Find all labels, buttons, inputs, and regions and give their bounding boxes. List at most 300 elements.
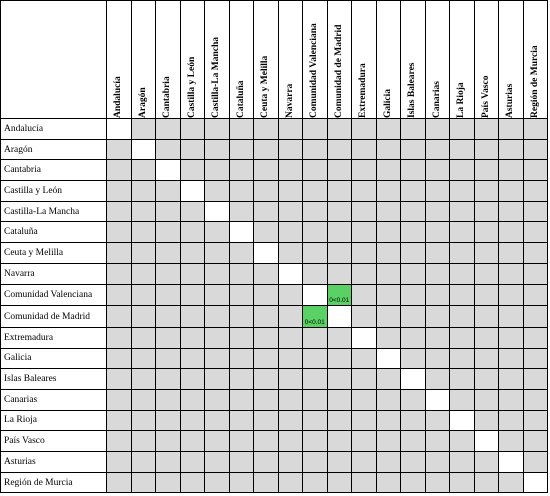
row-header-label: Comunidad de Madrid (1, 306, 107, 328)
matrix-cell (107, 369, 132, 390)
column-header-comunidad-valenciana (303, 1, 328, 119)
matrix-cell (499, 327, 524, 348)
matrix-cell (401, 201, 426, 222)
column-header-cataluna (229, 1, 254, 119)
matrix-cell (107, 263, 132, 284)
matrix-cell (425, 452, 450, 473)
matrix-cell (499, 369, 524, 390)
matrix-cell (254, 139, 279, 160)
matrix-cell (474, 201, 499, 222)
matrix-cell (352, 284, 377, 306)
matrix-cell (254, 201, 279, 222)
matrix-cell (401, 306, 426, 328)
column-header-la-rioja (450, 1, 475, 119)
matrix-cell (303, 119, 328, 140)
matrix-cell (450, 369, 475, 390)
matrix-cell (205, 306, 230, 328)
matrix-cell (107, 222, 132, 243)
row-header-label: Castilla-La Mancha (1, 201, 107, 222)
matrix-cell (474, 284, 499, 306)
matrix-cell (401, 263, 426, 284)
matrix-cell (180, 306, 205, 328)
matrix-cell (180, 327, 205, 348)
matrix-cell (474, 243, 499, 264)
matrix-cell (303, 431, 328, 452)
matrix-cell (327, 119, 352, 140)
column-header-label: Galicia (382, 88, 393, 118)
matrix-cell (278, 139, 303, 160)
matrix-cell (450, 119, 475, 140)
matrix-row-castilla-la-mancha (1, 201, 548, 222)
column-header-label: Extremadura (358, 63, 369, 118)
matrix-cell (376, 410, 401, 431)
matrix-cell (156, 243, 181, 264)
matrix-cell (131, 348, 156, 369)
matrix-cell (303, 389, 328, 410)
matrix-row-canarias (1, 389, 548, 410)
matrix-cell (131, 306, 156, 328)
matrix-cell (107, 431, 132, 452)
matrix-cell (278, 472, 303, 493)
matrix-cell (425, 222, 450, 243)
matrix-cell (254, 284, 279, 306)
matrix-cell (180, 201, 205, 222)
matrix-cell (352, 472, 377, 493)
matrix-cell (474, 222, 499, 243)
corner-cell (1, 1, 107, 119)
matrix-cell (156, 327, 181, 348)
matrix-cell (205, 181, 230, 202)
column-header-castilla-y-leon (180, 1, 205, 119)
matrix-cell (327, 243, 352, 264)
matrix-cell (205, 243, 230, 264)
matrix-cell (156, 431, 181, 452)
matrix-cell (352, 263, 377, 284)
matrix-cell (229, 263, 254, 284)
matrix-cell (205, 452, 230, 473)
matrix-cell (205, 431, 230, 452)
matrix-cell (401, 452, 426, 473)
matrix-cell (450, 160, 475, 181)
matrix-cell (156, 139, 181, 160)
matrix-cell (278, 119, 303, 140)
matrix-cell (352, 181, 377, 202)
matrix-cell (376, 327, 401, 348)
matrix-cell (352, 348, 377, 369)
matrix-cell (425, 263, 450, 284)
matrix-cell (229, 472, 254, 493)
matrix-cell (499, 243, 524, 264)
matrix-cell (180, 369, 205, 390)
row-header-label: Canarias (1, 389, 107, 410)
matrix-row-comunidad-de-madrid (1, 306, 548, 328)
column-header-row (1, 1, 548, 119)
matrix-cell (131, 327, 156, 348)
column-header-label: Castilla-La Mancha (211, 36, 222, 118)
matrix-cell (523, 181, 548, 202)
matrix-row-pais-vasco (1, 431, 548, 452)
row-header-label: Ceuta y Melilla (1, 243, 107, 264)
diagonal-cell (303, 284, 328, 306)
matrix-cell (352, 431, 377, 452)
column-header-aragon (131, 1, 156, 119)
matrix-cell (327, 431, 352, 452)
matrix-cell (327, 327, 352, 348)
matrix-cell (156, 222, 181, 243)
row-header-label: Galicia (1, 348, 107, 369)
matrix-cell (401, 119, 426, 140)
matrix-cell (523, 263, 548, 284)
matrix-cell (499, 181, 524, 202)
column-header-andalucia (107, 1, 132, 119)
matrix-cell (278, 284, 303, 306)
matrix-cell (474, 160, 499, 181)
matrix-cell (425, 410, 450, 431)
matrix-cell (156, 284, 181, 306)
matrix-cell (425, 348, 450, 369)
column-header-label: Cantabria (162, 76, 173, 118)
matrix-cell (131, 284, 156, 306)
matrix-cell (352, 201, 377, 222)
column-header-label: Aragón (137, 87, 148, 118)
matrix-cell (131, 452, 156, 473)
diagonal-cell (107, 119, 132, 140)
matrix-cell (425, 327, 450, 348)
matrix-row-castilla-y-leon (1, 181, 548, 202)
column-header-cantabria (156, 1, 181, 119)
matrix-cell (131, 119, 156, 140)
matrix-cell (303, 410, 328, 431)
matrix-cell (180, 472, 205, 493)
matrix-cell (303, 327, 328, 348)
matrix-cell (131, 243, 156, 264)
matrix-cell (205, 389, 230, 410)
diagonal-cell (376, 348, 401, 369)
matrix-cell (523, 369, 548, 390)
matrix-cell (229, 431, 254, 452)
matrix-cell (278, 327, 303, 348)
matrix-cell (303, 472, 328, 493)
matrix-cell (474, 348, 499, 369)
matrix-cell (352, 119, 377, 140)
matrix-cell (180, 389, 205, 410)
matrix-cell (425, 119, 450, 140)
matrix-cell (156, 201, 181, 222)
matrix-cell (499, 284, 524, 306)
matrix-cell (425, 243, 450, 264)
matrix-cell (499, 263, 524, 284)
row-header-label: Región de Murcia (1, 472, 107, 493)
matrix-cell (352, 452, 377, 473)
row-header-label: Andalucía (1, 119, 107, 140)
matrix-cell (352, 160, 377, 181)
matrix-cell (156, 472, 181, 493)
matrix-row-andalucia (1, 119, 548, 140)
matrix-row-asturias (1, 452, 548, 473)
matrix-cell (352, 410, 377, 431)
matrix-cell (254, 452, 279, 473)
matrix-cell (425, 139, 450, 160)
matrix-cell (278, 160, 303, 181)
matrix-cell (450, 389, 475, 410)
matrix-cell (450, 348, 475, 369)
matrix-cell (156, 181, 181, 202)
matrix-cell (303, 452, 328, 473)
matrix-cell (450, 306, 475, 328)
significant-cell: 0<0.01 (303, 306, 328, 328)
matrix-cell (327, 472, 352, 493)
matrix-cell (278, 222, 303, 243)
matrix-cell (376, 119, 401, 140)
column-header-pais-vasco (474, 1, 499, 119)
matrix-cell (131, 431, 156, 452)
matrix-cell (327, 139, 352, 160)
row-header-label: La Rioja (1, 410, 107, 431)
matrix-row-aragon (1, 139, 548, 160)
diagonal-cell (156, 160, 181, 181)
matrix-cell (131, 160, 156, 181)
matrix-cell (278, 369, 303, 390)
matrix-cell (205, 410, 230, 431)
matrix-cell (156, 306, 181, 328)
row-header-label: Castilla y León (1, 181, 107, 202)
matrix-cell (229, 243, 254, 264)
matrix-cell (131, 472, 156, 493)
diagonal-cell (499, 452, 524, 473)
diagonal-cell (450, 410, 475, 431)
matrix-cell (303, 160, 328, 181)
diagonal-cell (131, 139, 156, 160)
matrix-cell (180, 119, 205, 140)
matrix-cell (474, 306, 499, 328)
matrix-cell (523, 284, 548, 306)
matrix-cell (131, 410, 156, 431)
matrix-body (1, 119, 548, 493)
column-header-ceuta-y-melilla (254, 1, 279, 119)
matrix-cell (254, 119, 279, 140)
matrix-cell (180, 431, 205, 452)
matrix-cell (450, 243, 475, 264)
matrix-cell (401, 472, 426, 493)
matrix-cell (401, 327, 426, 348)
matrix-cell (352, 306, 377, 328)
matrix-cell (376, 284, 401, 306)
matrix-row-cantabria (1, 160, 548, 181)
matrix-cell (205, 472, 230, 493)
matrix-cell (254, 222, 279, 243)
matrix-cell (107, 139, 132, 160)
matrix-cell (327, 263, 352, 284)
matrix-cell (474, 139, 499, 160)
row-header-label: Cataluña (1, 222, 107, 243)
matrix-cell (474, 472, 499, 493)
matrix-cell (327, 348, 352, 369)
matrix-cell (107, 327, 132, 348)
matrix-cell (229, 119, 254, 140)
matrix-cell (401, 348, 426, 369)
matrix-cell (450, 327, 475, 348)
matrix-cell (523, 431, 548, 452)
matrix-cell (205, 222, 230, 243)
matrix-cell (450, 284, 475, 306)
matrix-cell (180, 410, 205, 431)
diagonal-cell (180, 181, 205, 202)
matrix-cell (327, 181, 352, 202)
matrix-cell (156, 263, 181, 284)
matrix-cell (523, 119, 548, 140)
matrix-cell (156, 119, 181, 140)
row-header-label: País Vasco (1, 431, 107, 452)
matrix-cell (303, 222, 328, 243)
matrix-cell (180, 160, 205, 181)
matrix-cell (180, 263, 205, 284)
matrix-cell (425, 472, 450, 493)
matrix-cell (425, 431, 450, 452)
matrix-cell (131, 201, 156, 222)
matrix-cell (499, 119, 524, 140)
row-header-label: Cantabria (1, 160, 107, 181)
matrix-cell (254, 369, 279, 390)
diagonal-cell (523, 472, 548, 493)
matrix-cell (205, 369, 230, 390)
matrix-cell (499, 222, 524, 243)
matrix-cell (107, 472, 132, 493)
matrix-cell (180, 139, 205, 160)
matrix-cell (352, 389, 377, 410)
matrix-cell (352, 369, 377, 390)
matrix-cell (205, 160, 230, 181)
matrix-cell (107, 243, 132, 264)
diagonal-cell (205, 201, 230, 222)
matrix-cell (401, 284, 426, 306)
matrix-cell (376, 243, 401, 264)
column-header-galicia (376, 1, 401, 119)
matrix-cell (229, 201, 254, 222)
matrix-cell (425, 160, 450, 181)
matrix-cell (107, 348, 132, 369)
matrix-cell (180, 348, 205, 369)
matrix-cell (180, 243, 205, 264)
diagonal-cell (425, 389, 450, 410)
column-header-extremadura (352, 1, 377, 119)
matrix-cell (474, 119, 499, 140)
matrix-cell (327, 389, 352, 410)
matrix-cell (499, 201, 524, 222)
matrix-cell (107, 306, 132, 328)
column-header-label: País Vasco (480, 75, 491, 118)
matrix-cell (229, 410, 254, 431)
matrix-cell (450, 139, 475, 160)
matrix-cell (278, 452, 303, 473)
matrix-cell (474, 327, 499, 348)
row-header-label: Asturias (1, 452, 107, 473)
matrix-cell (131, 389, 156, 410)
matrix-cell (254, 160, 279, 181)
matrix-cell (205, 327, 230, 348)
matrix-cell (205, 139, 230, 160)
matrix-cell (352, 243, 377, 264)
matrix-cell (131, 222, 156, 243)
matrix-cell (303, 139, 328, 160)
matrix-cell (523, 306, 548, 328)
column-header-asturias (499, 1, 524, 119)
matrix-cell (474, 369, 499, 390)
column-header-comunidad-de-madrid (327, 1, 352, 119)
matrix-cell (401, 389, 426, 410)
matrix-cell (254, 181, 279, 202)
matrix-cell (303, 243, 328, 264)
matrix-cell (131, 181, 156, 202)
matrix-cell (401, 431, 426, 452)
matrix-cell (229, 389, 254, 410)
matrix-cell (425, 201, 450, 222)
column-header-label: Cataluña (235, 80, 246, 118)
matrix-row-cataluna (1, 222, 548, 243)
matrix-cell (450, 472, 475, 493)
matrix-cell (474, 452, 499, 473)
matrix-cell (474, 410, 499, 431)
matrix-cell (303, 263, 328, 284)
matrix-cell (499, 472, 524, 493)
column-header-label: Canarias (431, 81, 442, 118)
column-header-label: Comunidad Valenciana (309, 23, 320, 118)
matrix-cell (523, 139, 548, 160)
matrix-cell (327, 410, 352, 431)
matrix-cell (254, 431, 279, 452)
matrix-cell (523, 410, 548, 431)
matrix-cell (278, 431, 303, 452)
matrix-cell (523, 389, 548, 410)
matrix-cell (474, 181, 499, 202)
matrix-cell (376, 306, 401, 328)
matrix-cell (352, 139, 377, 160)
matrix-cell (523, 243, 548, 264)
matrix-cell (474, 389, 499, 410)
matrix-cell (376, 389, 401, 410)
matrix-cell (327, 201, 352, 222)
matrix-cell (278, 181, 303, 202)
matrix-row-la-rioja (1, 410, 548, 431)
matrix-row-galicia (1, 348, 548, 369)
matrix-cell (450, 181, 475, 202)
column-header-label: La Rioja (456, 82, 467, 118)
column-header-label: Castilla y León (186, 56, 197, 118)
matrix-cell (254, 348, 279, 369)
matrix-cell (450, 201, 475, 222)
matrix-cell (229, 348, 254, 369)
row-header-label: Extremadura (1, 327, 107, 348)
matrix-cell (425, 181, 450, 202)
matrix-cell (303, 348, 328, 369)
column-header-castilla-la-mancha (205, 1, 230, 119)
row-header-label: Navarra (1, 263, 107, 284)
matrix-cell (303, 181, 328, 202)
diagonal-cell (229, 222, 254, 243)
matrix-cell (205, 263, 230, 284)
row-header-label: Islas Baleares (1, 369, 107, 390)
matrix-cell (376, 452, 401, 473)
matrix-cell (327, 369, 352, 390)
matrix-cell (523, 222, 548, 243)
column-header-navarra (278, 1, 303, 119)
column-header-label: Comunidad de Madrid (333, 24, 344, 118)
matrix-row-comunidad-valenciana (1, 284, 548, 306)
matrix-cell (107, 284, 132, 306)
matrix-row-ceuta-y-melilla (1, 243, 548, 264)
matrix-cell (229, 181, 254, 202)
matrix-cell (131, 369, 156, 390)
matrix-cell (278, 410, 303, 431)
